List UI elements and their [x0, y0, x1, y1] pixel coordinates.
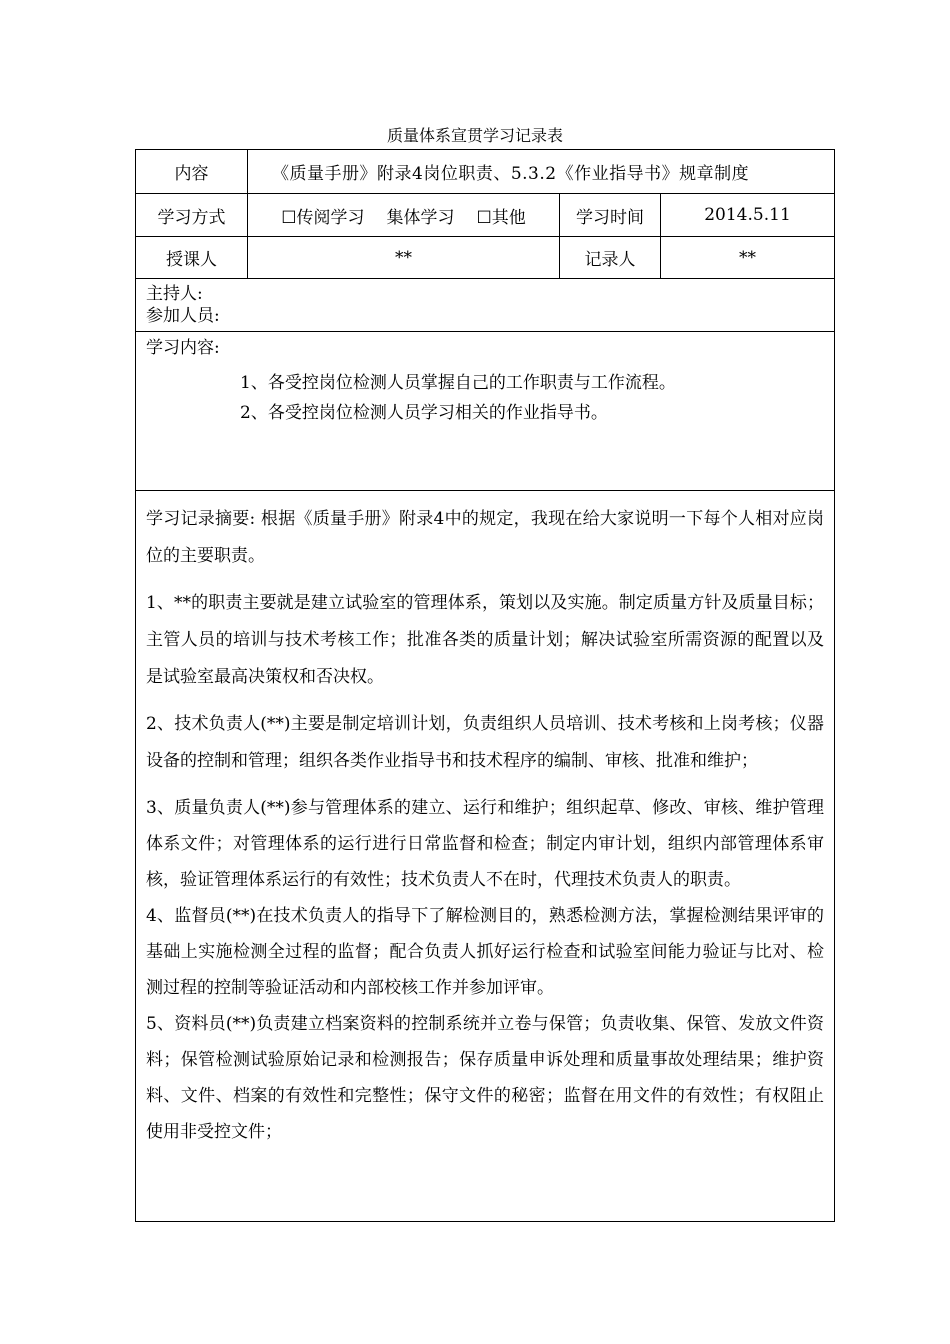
study-method-options [248, 194, 560, 237]
option-circulate-checkbox[interactable]: ☐传阅学习 [281, 207, 365, 228]
record-paragraph: 2、技术负责人(**)主要是制定培训计划，负责组织人员培训、技术考核和上岗考核；仪器设备的控制和管理；组织各类作业指导书和技术程序的编制、审核、批准和维护； [146, 714, 824, 771]
study-content-row [136, 332, 835, 491]
lecturer-value: ** [248, 237, 560, 279]
record-paragraph: 1、**的职责主要就是建立试验室的管理体系，策划以及实施。制定质量方针及质量目标；主管人员的培训与技术考核工作；批准各类的质量计划；解决试验室所需资源的配置以及是试验室最高决策权和否决权。 [146, 593, 824, 687]
record-paragraph: 3、质量负责人(**)参与管理体系的建立、运行和维护；组织起草、修改、审核、维护管理体系文件；对管理体系的运行进行日常监督和检查；制定内审计划，组织内部管理体系审核，验证管理体系运行的有效性；技术负责人不在时，代理技术负责人的职责。 [146, 798, 824, 890]
study-content-cell [136, 332, 835, 491]
host-cell [136, 279, 835, 332]
study-time-value: 2014.5.11 [661, 194, 835, 237]
page-title: 质量体系宣贯学习记录表 [386, 126, 563, 145]
recorder-value: ** [661, 237, 835, 279]
study-content-heading: 学习内容: [146, 338, 220, 358]
study-method-label: 学习方式 [136, 194, 248, 237]
record-summary-cell [136, 491, 835, 1222]
study-time-label: 学习时间 [560, 194, 661, 237]
record-row [136, 491, 835, 1222]
lecturer-label: 授课人 [136, 237, 248, 279]
study-content-item: 1、各受控岗位检测人员掌握自己的工作职责与工作流程。 [240, 373, 676, 393]
host-row [136, 279, 835, 332]
option-other-checkbox[interactable]: ☐其他 [476, 207, 526, 228]
content-value: 《质量手册》附录4岗位职责、5.3.2《作业指导书》规章制度 [248, 150, 835, 194]
content-label: 内容 [136, 150, 248, 194]
study-method-row [136, 194, 835, 237]
participants-label: 参加人员: [146, 306, 220, 326]
lecturer-row [136, 237, 835, 279]
content-row [136, 150, 835, 194]
study-record-table [135, 149, 835, 1222]
option-group-study[interactable]: 集体学习 [386, 207, 455, 228]
host-label: 主持人: [146, 284, 203, 304]
study-content-item: 2、各受控岗位检测人员学习相关的作业指导书。 [240, 403, 608, 423]
recorder-label: 记录人 [560, 237, 661, 279]
record-paragraph: 学习记录摘要: 根据《质量手册》附录4中的规定，我现在给大家说明一下每个人相对应岗位的主要职责。 [146, 509, 824, 566]
record-paragraph: 4、监督员(**)在技术负责人的指导下了解检测目的，熟悉检测方法，掌握检测结果评审的基础上实施检测全过程的监督；配合负责人抓好运行检查和试验室间能力验证与比对、检测过程的控制等验证活动和内部校核工作并参加评审。 [146, 906, 824, 998]
record-paragraph: 5、资料员(**)负责建立档案资料的控制系统并立卷与保管；负责收集、保管、发放文件资料；保管检测试验原始记录和检测报告；保存质量申诉处理和质量事故处理结果；维护资料、文件、档案的有效性和完整性；保守文件的秘密；监督在用文件的有效性；有权阻止使用非受控文件； [146, 1014, 824, 1142]
